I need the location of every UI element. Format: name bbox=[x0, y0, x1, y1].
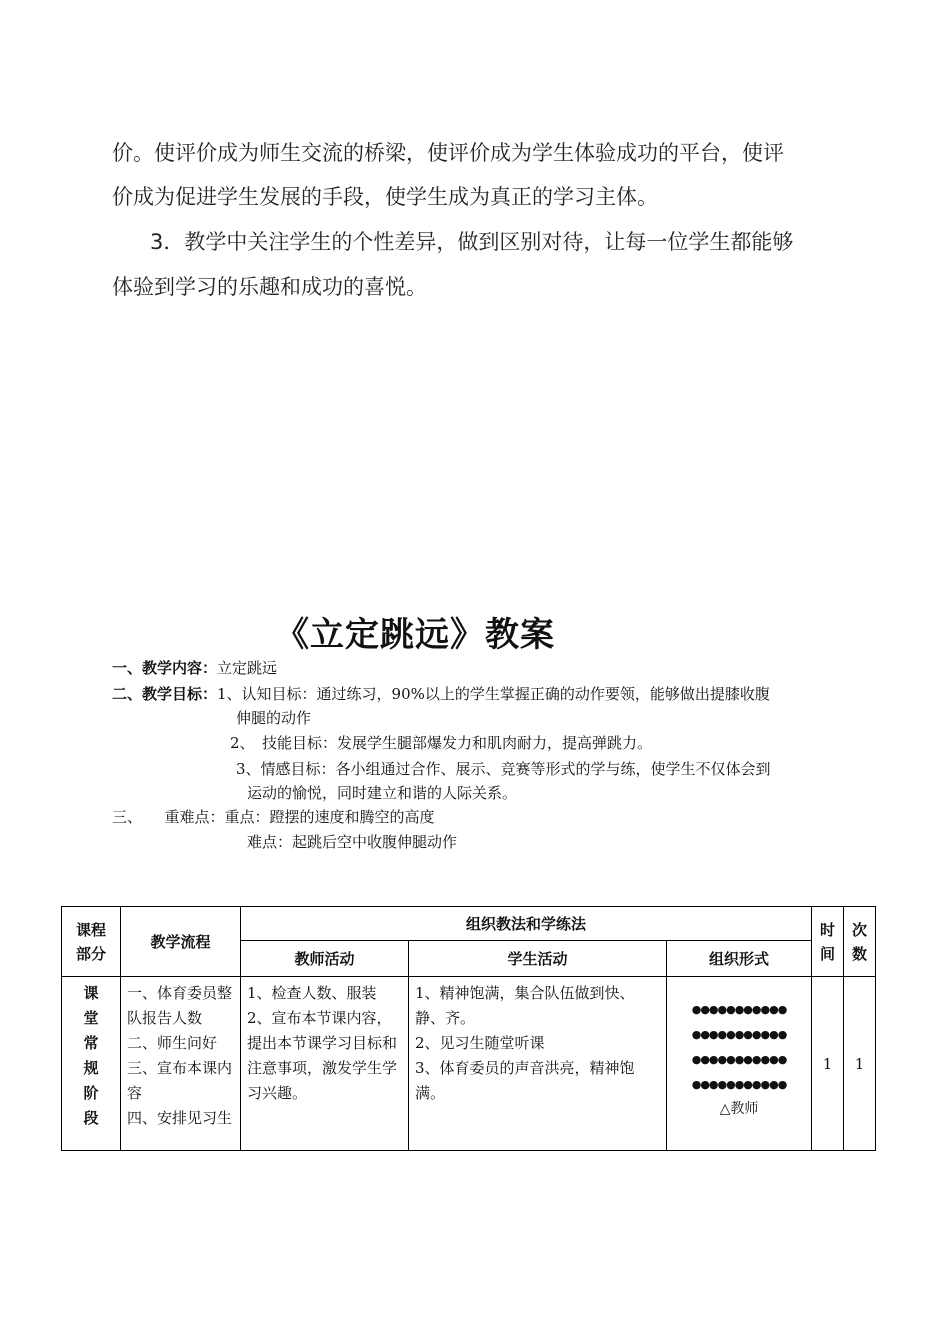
student-item: 3、体育委员的声音洪亮，精神饱满。 bbox=[415, 1059, 635, 1102]
goal-2: 2、 技能目标：发展学生腿部爆发力和肌肉耐力，提高弹跳力。 bbox=[230, 734, 653, 752]
content-row bbox=[112, 656, 277, 680]
goal-1-line-2: 伸腿的动作 bbox=[236, 709, 312, 727]
formation-row: ●●●●●●●●●●● bbox=[691, 1003, 787, 1016]
lesson-table bbox=[61, 906, 876, 1151]
intro-line-3: 3．教学中关注学生的个性差异，做到区别对待，让每一位学生都能够 bbox=[150, 230, 794, 254]
goal-3-line-1: 3、情感目标：各小组通过合作、展示、竞赛等形式的学与练，使学生不仅体会到 bbox=[236, 760, 771, 778]
header-teacher: 教师活动 bbox=[241, 941, 409, 977]
teacher-position: △教师 bbox=[719, 1101, 759, 1117]
header-flow: 教学流程 bbox=[121, 907, 241, 977]
row-student bbox=[409, 977, 667, 1151]
header-part: 课程部分 bbox=[62, 907, 121, 977]
goal-1-line-1: 1、认知目标：通过练习，90%以上的学生掌握正确的动作要领，能够做出提膝收腹 bbox=[217, 685, 770, 703]
key-point: 重点：蹬摆的速度和腾空的高度 bbox=[224, 808, 435, 826]
goals-row bbox=[112, 682, 770, 706]
difficult-point: 难点：起跳后空中收腹伸腿动作 bbox=[247, 833, 458, 851]
intro-line-4: 体验到学习的乐趣和成功的喜悦。 bbox=[112, 275, 427, 299]
teacher-item: 1、检查人数、服装 bbox=[247, 984, 377, 1002]
header-form: 组织形式 bbox=[667, 941, 812, 977]
formation-row: ●●●●●●●●●●● bbox=[691, 1078, 787, 1091]
header-student: 学生活动 bbox=[409, 941, 667, 977]
goals-label: 二、教学目标： bbox=[112, 685, 218, 703]
teacher-item: 2、宣布本节课内容，提出本节课学习目标和注意事项，激发学生学习兴趣。 bbox=[247, 1009, 398, 1102]
lesson-title: 《立定跳远》教案 bbox=[275, 615, 555, 655]
row-count: 1 bbox=[844, 977, 876, 1151]
formation-row: ●●●●●●●●●●● bbox=[691, 1053, 787, 1066]
goal-3-line-2: 运动的愉悦，同时建立和谐的人际关系。 bbox=[247, 784, 518, 802]
key-row bbox=[112, 805, 435, 829]
formation-row: ●●●●●●●●●●● bbox=[691, 1028, 787, 1041]
student-item: 1、精神饱满，集合队伍做到快、静、齐。 bbox=[415, 984, 635, 1027]
row-form bbox=[667, 977, 812, 1151]
key-label: 三、 重难点： bbox=[112, 808, 225, 826]
flow-item: 三、宣布本课内容 bbox=[127, 1059, 233, 1102]
flow-item: 二、师生问好 bbox=[127, 1034, 218, 1052]
flow-item: 一、体育委员整队报告人数 bbox=[127, 984, 233, 1027]
row-time: 1 bbox=[812, 977, 844, 1151]
student-item: 2、见习生随堂听课 bbox=[415, 1034, 545, 1052]
content-label: 一、教学内容： bbox=[112, 659, 218, 677]
header-time: 时间 bbox=[812, 907, 844, 977]
header-methods: 组织教法和学练法 bbox=[241, 907, 812, 941]
row-flow bbox=[121, 977, 241, 1151]
row-part: 课堂常规阶段 bbox=[62, 977, 121, 1151]
row-teacher bbox=[241, 977, 409, 1151]
intro-line-1: 价。使评价成为师生交流的桥梁，使评价成为学生体验成功的平台，使评 bbox=[112, 141, 784, 165]
flow-item: 四、安排见习生 bbox=[127, 1109, 233, 1127]
header-count: 次数 bbox=[844, 907, 876, 977]
content-value: 立定跳远 bbox=[217, 659, 278, 677]
intro-line-2: 价成为促进学生发展的手段，使学生成为真正的学习主体。 bbox=[112, 185, 658, 209]
